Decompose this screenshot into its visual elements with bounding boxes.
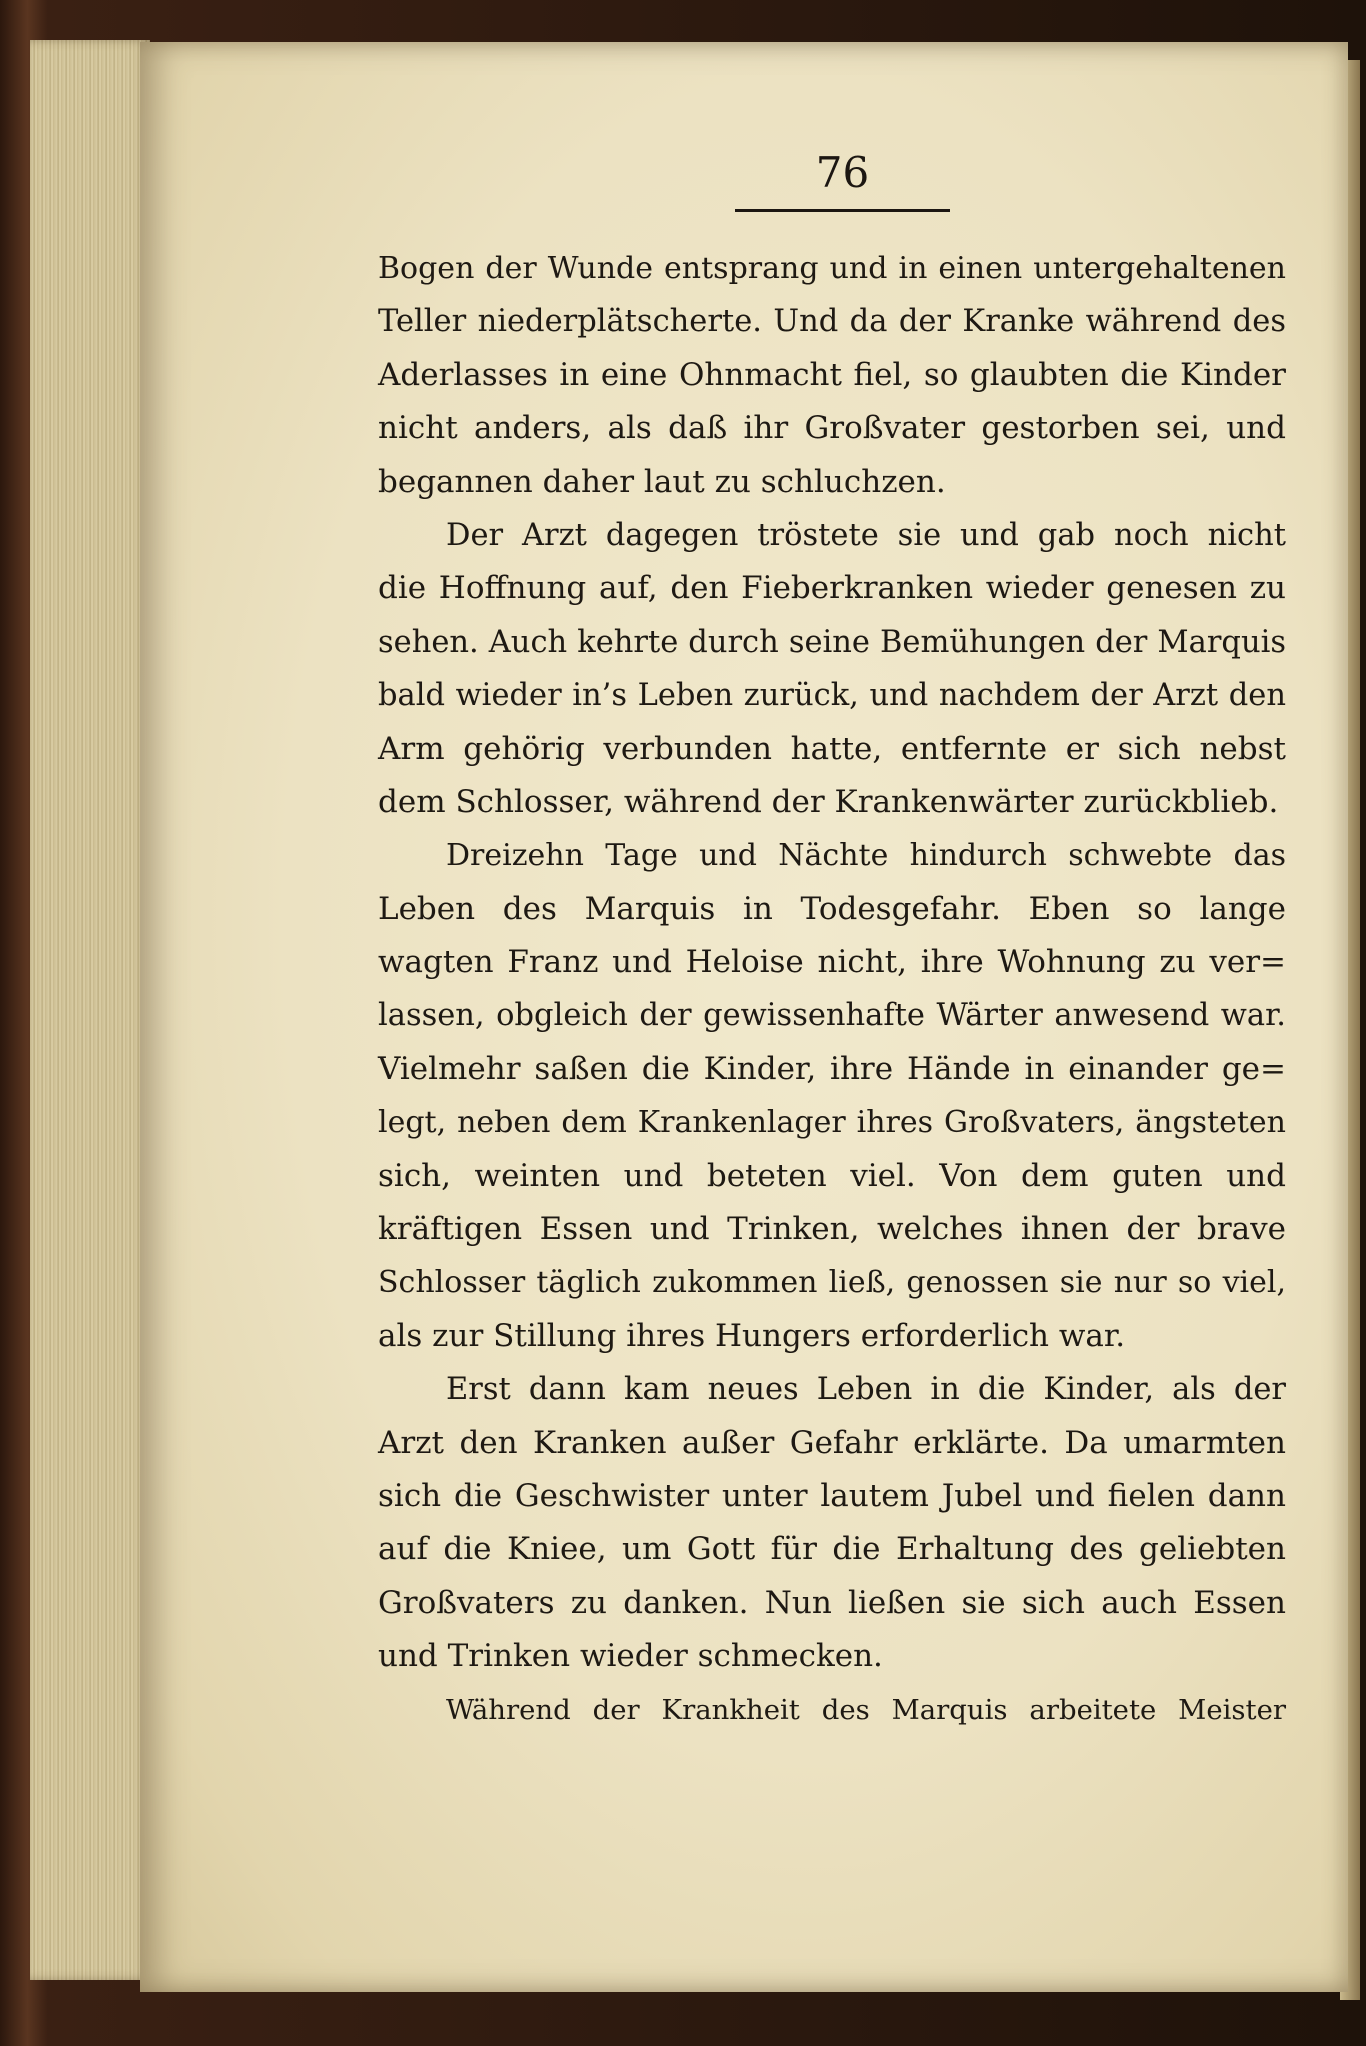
text-line: auf die Kniee, um Gott für die Erhaltung des geliebten	[378, 1531, 1286, 1568]
text-line: wagten Franz und Heloise nicht, ihre Wohnung zu ver=	[378, 944, 1286, 981]
page-edges	[30, 40, 150, 1980]
text-line: nicht anders, als daß ihr Großvater gestorben sei, und	[378, 410, 1286, 447]
text-line: dem Schlosser, während der Krankenwärter zurückblieb.	[378, 783, 1279, 820]
text-line: kräftigen Essen und Trinken, welches ihnen der brave	[378, 1211, 1286, 1248]
text-line: Leben des Marquis in Todesgefahr. Eben so lange	[378, 890, 1286, 927]
text-line: legt, neben dem Krankenlager ihres Großvaters, ängsteten	[378, 1105, 1286, 1141]
text-line: Schlosser täglich zukommen ließ, genossen sie nur so viel,	[378, 1265, 1286, 1301]
text-line: sich, weinten und beteten viel. Von dem guten und	[378, 1157, 1286, 1194]
text-line: bald wieder in’s Leben zurück, und nachdem der Arzt den	[378, 678, 1286, 714]
text-line: Arm gehörig verbunden hatte, entfernte er sich nebst	[378, 730, 1286, 767]
text-line: Der Arzt dagegen tröstete sie und gab noch nicht	[446, 517, 1286, 553]
text-line: Während der Krankheit des Marquis arbeitete Meister	[446, 1693, 1286, 1726]
text-line: Großvaters zu danken. Nun ließen sie sich auch Essen	[378, 1584, 1286, 1621]
text-line: sehen. Auch kehrte durch seine Bemühungen der Marquis	[378, 624, 1286, 660]
text-line: Bogen der Wunde entsprang und in einen untergehaltenen	[378, 251, 1286, 286]
text-line: Teller niederplätscherte. Und da der Kranke während des	[378, 304, 1286, 340]
text-line: Vielmehr saßen die Kinder, ihre Hände in einander ge=	[378, 1050, 1286, 1087]
text-line: Aderlasses in eine Ohnmacht fiel, so glaubten die Kinder	[378, 356, 1286, 393]
text-line: Dreizehn Tage und Nächte hindurch schwebte das	[446, 838, 1286, 874]
text-line: Erst dann kam neues Leben in die Kinder, als der	[446, 1372, 1286, 1408]
text-line: sich die Geschwister unter lautem Jubel und fielen dann	[378, 1477, 1286, 1514]
page-number: 76	[815, 148, 870, 197]
text-line: lassen, obgleich der gewissenhafte Wärter anwesend war.	[378, 998, 1286, 1034]
text-line: die Hoffnung auf, den Fieberkranken wieder genesen zu	[378, 570, 1286, 607]
header-rule	[735, 209, 950, 212]
body-text	[378, 242, 1286, 1737]
text-line: begannen daher laut zu schluchzen.	[378, 463, 946, 500]
text-line: als zur Stillung ihres Hungers erforderlich war.	[378, 1317, 1126, 1354]
text-line: Arzt den Kranken außer Gefahr erklärte. Da umarmten	[378, 1424, 1286, 1461]
text-line: und Trinken wieder schmecken.	[378, 1638, 883, 1675]
